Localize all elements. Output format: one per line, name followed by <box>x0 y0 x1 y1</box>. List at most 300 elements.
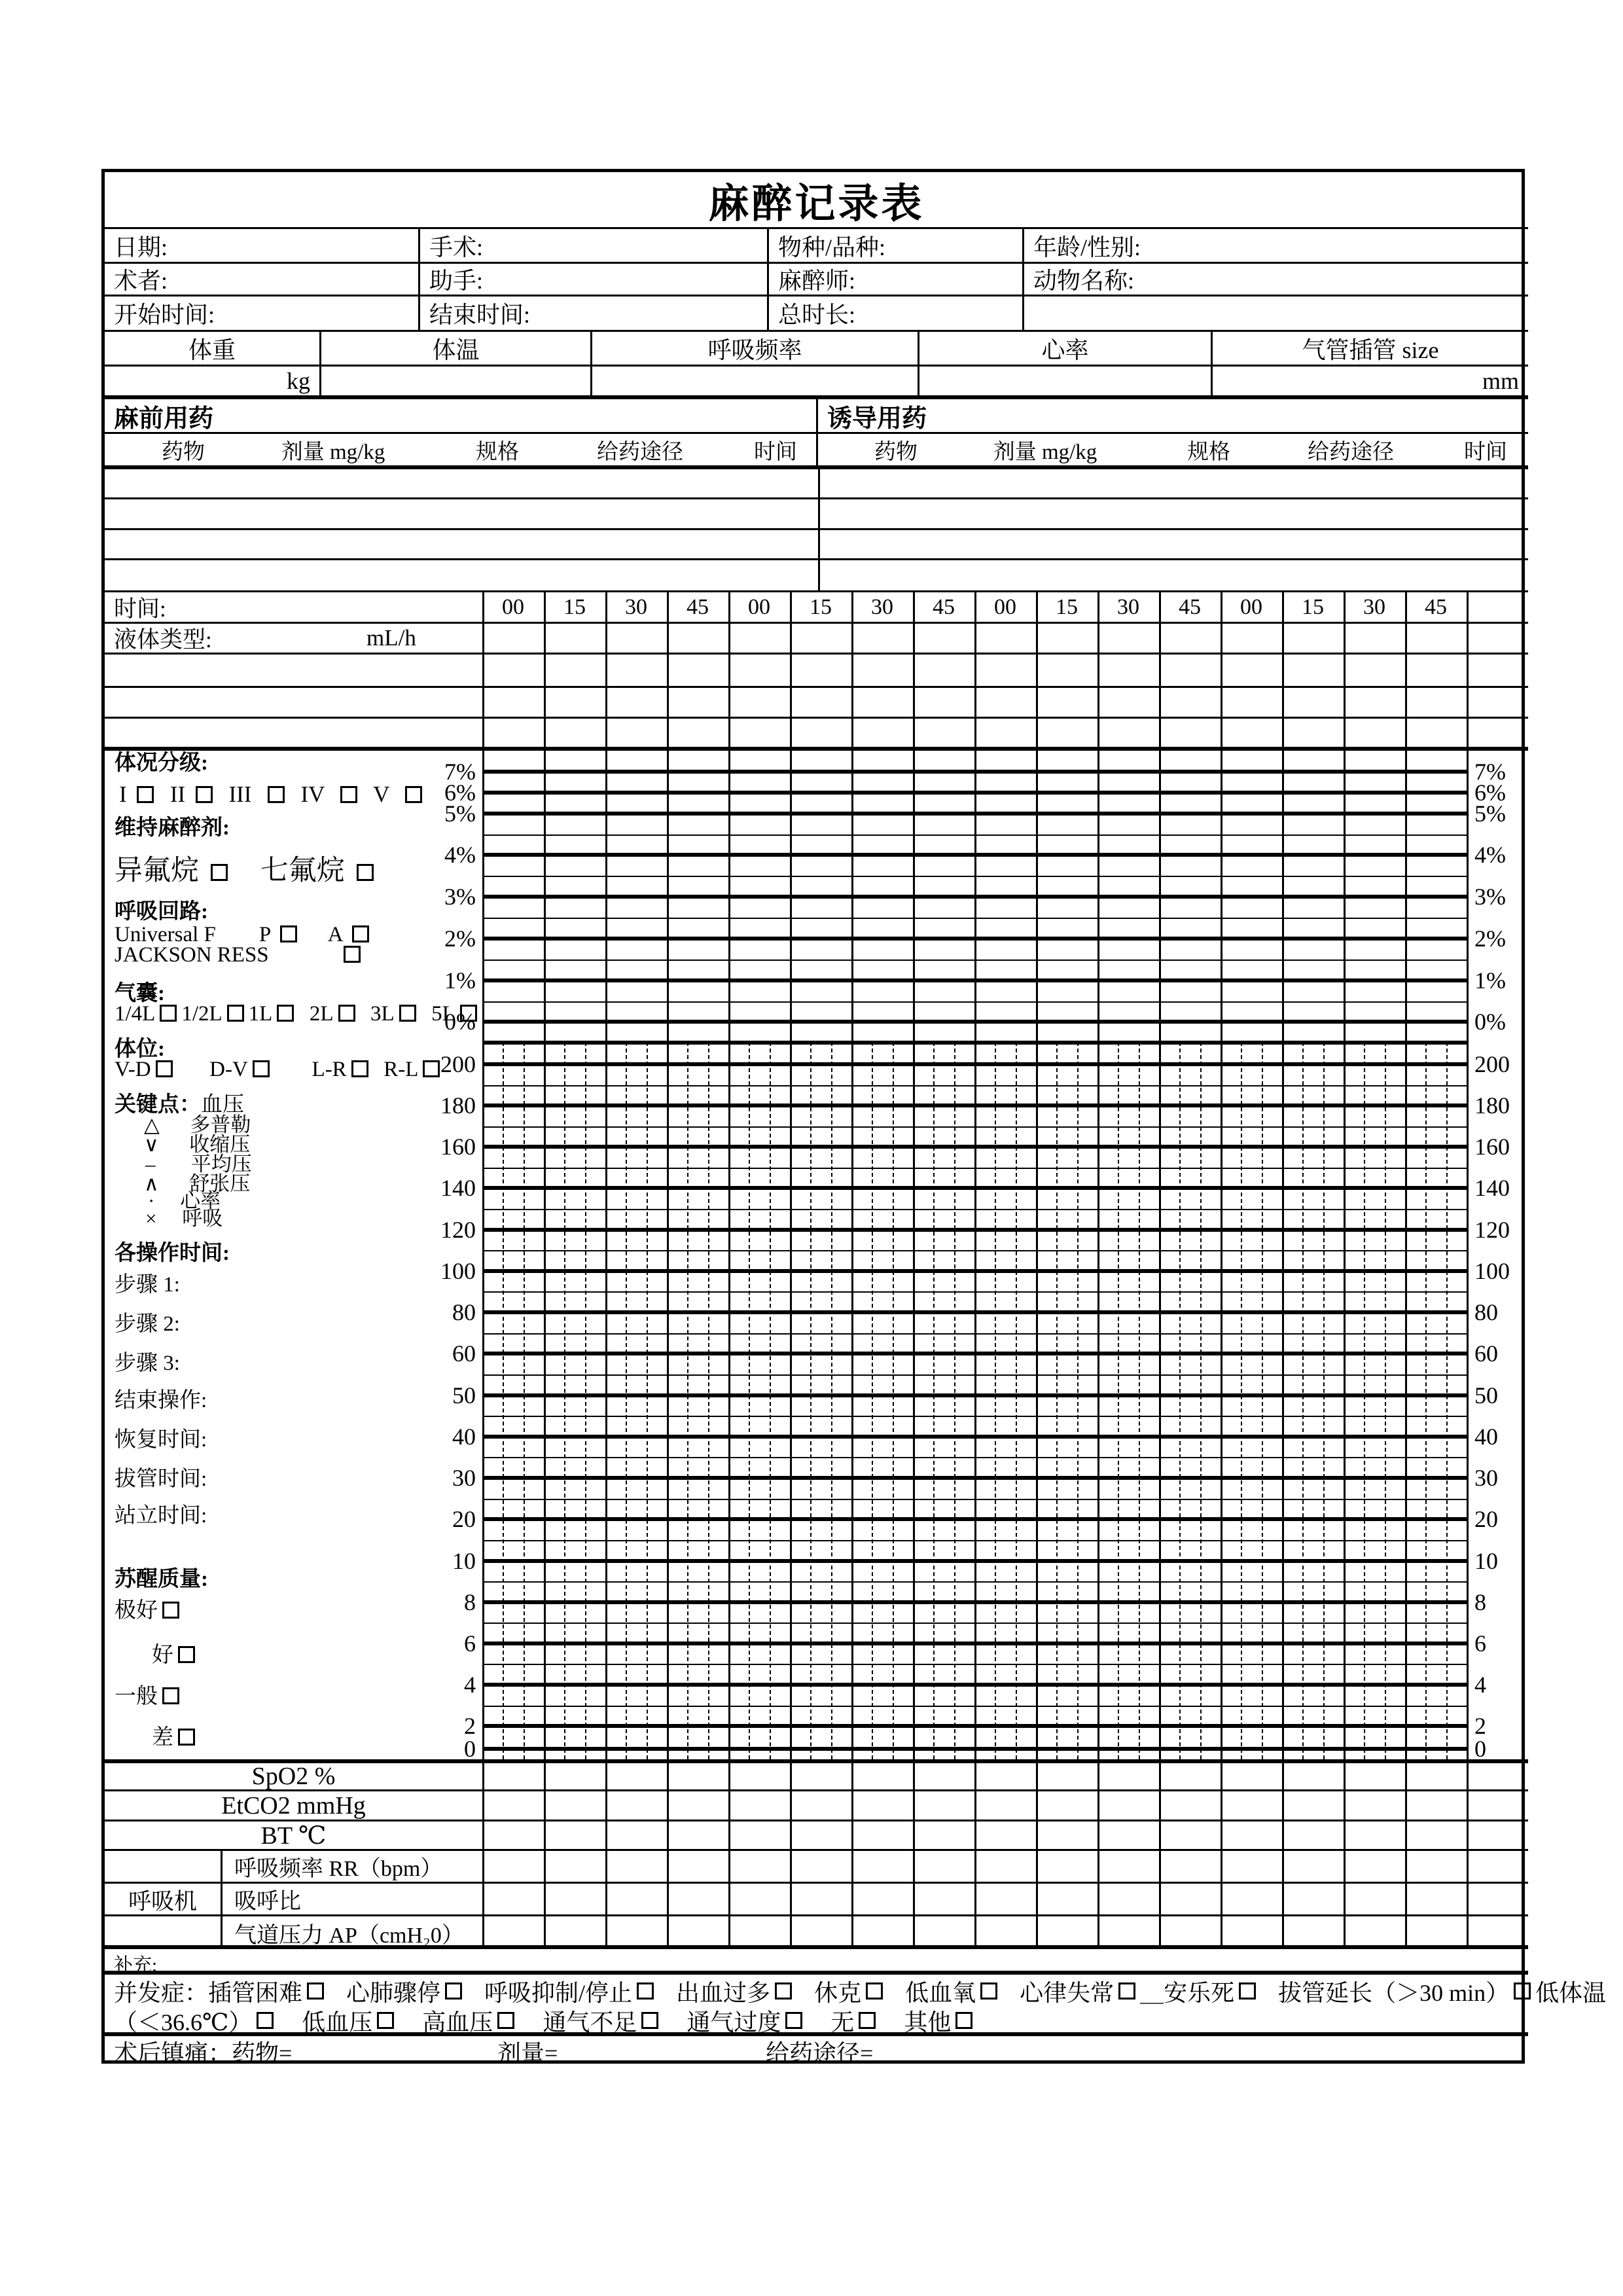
text-segment: 极好 <box>115 1599 158 1623</box>
vital-scale-label: 80 <box>1474 1299 1498 1325</box>
info-row-2 <box>105 264 1528 296</box>
dashed-subdivision-line <box>1200 1042 1202 1759</box>
grid-line-thin <box>482 1623 1469 1624</box>
title-row <box>105 172 1528 229</box>
timeline-row <box>105 592 1528 624</box>
drug-row[interactable] <box>105 530 1528 560</box>
vital-scale-label: 30 <box>452 1465 476 1491</box>
drug-column-header: 药物 <box>162 440 205 464</box>
grid-line-thick <box>482 895 1469 899</box>
text-segment: 体况分级: <box>115 751 208 775</box>
vital-scale-label: 40 <box>1474 1424 1498 1450</box>
vital-scale-label: 60 <box>452 1340 476 1367</box>
spo2-row <box>105 1759 1528 1791</box>
text-segment: 1/4L <box>115 1002 156 1026</box>
text-segment: 恢复时间: <box>115 1428 207 1452</box>
vital-scale-label: 100 <box>1474 1258 1510 1284</box>
fluid-slots[interactable] <box>482 624 1528 653</box>
time-slot: 30 <box>1363 594 1385 619</box>
grid-line-thin <box>482 1333 1469 1335</box>
dashed-subdivision-line <box>647 1042 648 1759</box>
text-segment: 通气过度 <box>663 2009 781 2036</box>
text-segment: D-V <box>177 1058 248 1081</box>
checkbox-icon[interactable] <box>178 1646 195 1663</box>
time-slot <box>1467 592 1528 622</box>
checkbox-icon[interactable] <box>866 1982 883 2000</box>
dashed-subdivision-line <box>1016 1042 1017 1759</box>
checkbox-icon[interactable] <box>1118 1982 1135 2000</box>
weight-value-cell[interactable]: kg <box>105 367 321 395</box>
vital-scale-label: 6 <box>1474 1630 1486 1657</box>
species-field[interactable]: 物种/品种: <box>769 229 1024 262</box>
text-segment: Universal F P <box>115 923 276 946</box>
sidebar-item-quality-fair <box>115 1685 184 1708</box>
dashed-subdivision-line <box>770 1042 771 1759</box>
text-segment: 通气不足 <box>519 2009 637 2036</box>
bt-label: BT ℃ <box>260 1821 327 1850</box>
vital-scale-label: 40 <box>452 1424 476 1450</box>
grid-line-thin <box>482 960 1469 961</box>
checkbox-icon[interactable] <box>445 1982 462 2000</box>
pct-scale-label: 1% <box>444 967 476 994</box>
timeline-slots <box>482 592 1528 622</box>
grid-line-thick <box>482 1600 1469 1604</box>
grid-line-thin <box>482 1168 1469 1169</box>
pct-scale-label: 5% <box>444 800 476 827</box>
grid-line-thick <box>482 1435 1469 1439</box>
text-segment: JACKSON RESS <box>115 943 339 967</box>
drug-row[interactable] <box>105 499 1528 530</box>
text-segment: 各操作时间: <box>115 1242 230 1265</box>
checkbox-icon[interactable] <box>211 864 228 881</box>
hr-value-cell[interactable] <box>919 367 1213 395</box>
sidebar-item-step-1 <box>115 1273 180 1297</box>
vital-scale-label: 160 <box>440 1134 476 1160</box>
text-segment: 出血过多 <box>658 1979 771 2006</box>
text-segment: ∨ 收缩压 <box>144 1133 251 1156</box>
checkbox-icon[interactable] <box>253 1060 270 1077</box>
text-segment: 1/2L <box>181 1002 223 1026</box>
supplement-row[interactable] <box>105 1949 1528 1975</box>
time-slot: 45 <box>1425 594 1447 619</box>
vital-scale-label: 30 <box>1474 1465 1498 1491</box>
pct-vitals-divider <box>482 1041 1469 1045</box>
sidebar-item-condition-grade <box>115 751 208 775</box>
dashed-subdivision-line <box>1323 1042 1325 1759</box>
grid-line-thick <box>482 978 1469 982</box>
grid-line-thin <box>482 918 1469 919</box>
vent-ie-label: 吸呼比 <box>234 1890 301 1914</box>
vital-scale-label: 160 <box>1474 1134 1510 1160</box>
vital-scale-label: 180 <box>440 1092 476 1119</box>
grid-line-thin <box>482 1706 1469 1707</box>
bt-row <box>105 1821 1528 1851</box>
pct-scale-label: 0% <box>1474 1009 1506 1035</box>
text-segment: 站立时间: <box>115 1504 207 1528</box>
text-segment: 步骤 2: <box>115 1312 180 1336</box>
vital-scale-label: 10 <box>452 1548 476 1574</box>
checkbox-icon[interactable] <box>775 1982 792 2000</box>
induction-header: 诱导用药 <box>827 404 927 433</box>
fluid-row <box>105 624 1528 655</box>
text-segment: 步骤 3: <box>115 1352 180 1375</box>
ventilator-block <box>105 1851 1528 1949</box>
pct-scale-label: 4% <box>444 842 476 868</box>
checkbox-icon[interactable] <box>160 1005 177 1022</box>
sidebar-item-quality-poor <box>152 1726 200 1749</box>
time-slot: 45 <box>933 594 955 619</box>
text-segment: III <box>217 781 263 807</box>
drug-column-header: 剂量 mg/kg <box>281 440 385 464</box>
vital-scale-label: 200 <box>440 1051 476 1077</box>
timeline-label: 时间: <box>114 596 166 622</box>
dashed-subdivision-line <box>585 1042 586 1759</box>
vital-scale-label: 50 <box>452 1382 476 1408</box>
pct-scale-label: 0% <box>444 1009 476 1035</box>
dashed-subdivision-line <box>1262 1042 1263 1759</box>
drug-column-header: 规格 <box>1187 440 1230 464</box>
pct-scale-label: 2% <box>1474 925 1506 952</box>
sidebar-item-extubation-time <box>115 1467 207 1491</box>
text-segment: 心律失常 <box>1002 1979 1115 2006</box>
etco2-label: EtCO2 mmHg <box>221 1791 366 1820</box>
vital-scale-label: 80 <box>452 1299 476 1325</box>
checkbox-icon[interactable] <box>980 1982 997 2000</box>
page-title: 麻醉记录表 <box>708 181 925 226</box>
etco2-row <box>105 1791 1528 1821</box>
time-slot: 30 <box>871 594 893 619</box>
grid-line-thin <box>482 1664 1469 1665</box>
drug-column-header: 剂量 mg/kg <box>993 440 1097 464</box>
analgesia-dose-label[interactable]: 剂量= <box>497 2040 558 2066</box>
checkbox-icon[interactable] <box>344 946 361 963</box>
sidebar-item-legend-respiration <box>145 1208 223 1230</box>
vent-ie-cells[interactable] <box>482 1884 1528 1914</box>
anesthesia-record-form <box>101 169 1607 2066</box>
surgery-field[interactable]: 手术: <box>420 229 769 262</box>
complications-block <box>105 1975 1607 2036</box>
time-slot: 15 <box>1302 594 1324 619</box>
hr-header: 心率 <box>919 332 1213 365</box>
checkbox-icon[interactable] <box>156 1060 173 1077</box>
vitals-header-row <box>105 332 1528 367</box>
grid-line-thick <box>482 1310 1469 1314</box>
checkbox-icon[interactable] <box>357 864 374 881</box>
time-slot: 15 <box>563 594 586 619</box>
grid-line-thin <box>482 1457 1469 1458</box>
info-empty-cell <box>1024 296 1528 330</box>
checkbox-icon[interactable] <box>162 1687 179 1704</box>
text-segment: 5L <box>420 1002 455 1026</box>
grid-line-thin <box>482 1126 1469 1128</box>
vital-scale-label: 2 <box>464 1713 476 1739</box>
checkbox-icon[interactable] <box>178 1729 195 1746</box>
dashed-subdivision-line <box>1425 1042 1427 1759</box>
supplement-label: 补充: <box>114 1955 158 1976</box>
vital-scale-label: 0 <box>464 1736 476 1762</box>
drug-columns-row <box>105 434 1528 469</box>
drug-column-header: 给药途径 <box>597 440 683 464</box>
text-segment: · 心率 <box>148 1189 221 1212</box>
sidebar-item-recovery-quality <box>115 1568 208 1591</box>
text-segment: 拔管时间: <box>115 1467 207 1491</box>
sidebar-item-step-3 <box>115 1352 180 1375</box>
checkbox-icon[interactable] <box>352 925 369 942</box>
text-segment: 维持麻醉剂: <box>115 816 230 840</box>
checkbox-icon[interactable] <box>162 1602 179 1619</box>
checkbox-icon[interactable] <box>955 2012 972 2029</box>
vital-scale-label: 60 <box>1474 1340 1498 1367</box>
vital-scale-label: 4 <box>464 1672 476 1698</box>
info-row-3 <box>105 296 1528 332</box>
text-segment: 差 <box>152 1726 173 1749</box>
grid-line-thick <box>482 1103 1469 1107</box>
spo2-label: SpO2 % <box>251 1763 336 1790</box>
grid-row[interactable] <box>105 688 1528 719</box>
sidebar-item-end-operation <box>115 1389 207 1412</box>
vital-scale-label: 20 <box>452 1506 476 1532</box>
dashed-subdivision-line <box>810 1042 812 1759</box>
drug-row[interactable] <box>105 469 1528 499</box>
text-segment: 低血氧 <box>887 1979 976 2006</box>
grid-line-thick <box>482 1393 1469 1397</box>
time-slot: 00 <box>994 594 1016 619</box>
sidebar-item-circuit-jackson <box>115 943 365 967</box>
grid-line-thin <box>482 1416 1469 1417</box>
et-tube-value-cell[interactable]: mm <box>1482 368 1519 394</box>
dashed-subdivision-line <box>564 1042 565 1759</box>
total-duration-field[interactable]: 总时长: <box>769 296 1024 330</box>
text-segment: 拔管延长（＞30 min） <box>1260 1979 1510 2006</box>
rr-header: 呼吸频率 <box>592 332 919 365</box>
sidebar-item-maintenance-anesthetic <box>115 816 230 840</box>
text-segment: 七氟烷 <box>232 855 352 886</box>
dashed-subdivision-line <box>1241 1042 1242 1759</box>
grid-line-thin <box>482 1001 1469 1003</box>
grid-line-thick <box>482 1020 1469 1024</box>
assistant-field[interactable]: 助手: <box>420 264 769 295</box>
text-segment: 1L <box>248 1002 273 1026</box>
spo2-cells[interactable] <box>482 1763 1528 1789</box>
sidebar-item-operation-times <box>115 1242 230 1265</box>
pct-scale-label: 4% <box>1474 842 1506 868</box>
grid-line-thick <box>482 1062 1469 1066</box>
text-segment: 好 <box>152 1643 173 1667</box>
vent-ap-cells[interactable] <box>482 1916 1528 1949</box>
checkbox-icon[interactable] <box>785 2012 802 2029</box>
dashed-subdivision-line <box>1446 1042 1448 1759</box>
vital-scale-label: 100 <box>440 1258 476 1284</box>
med-section-row <box>105 399 1528 434</box>
surgeon-field[interactable]: 术者: <box>105 264 420 295</box>
fluid-type-label: 液体类型: <box>114 627 212 653</box>
vital-scale-label: 20 <box>1474 1506 1498 1532</box>
checkbox-icon[interactable] <box>196 786 213 803</box>
text-segment: II <box>158 781 191 807</box>
start-time-field[interactable]: 开始时间: <box>105 296 420 330</box>
checkbox-icon[interactable] <box>377 2012 394 2029</box>
checkbox-icon[interactable] <box>340 786 357 803</box>
sidebar-item-quality-excellent <box>115 1599 184 1623</box>
vital-scale-label: 120 <box>440 1217 476 1243</box>
grid-line-thick <box>482 1559 1469 1563</box>
checkbox-icon[interactable] <box>859 2012 876 2029</box>
grid-line-thin <box>482 1250 1469 1251</box>
pct-scale-label: 3% <box>444 884 476 910</box>
date-field[interactable]: 日期: <box>105 229 420 262</box>
dashed-subdivision-line <box>687 1042 688 1759</box>
checkbox-icon[interactable] <box>277 1005 294 1022</box>
time-slot: 15 <box>810 594 832 619</box>
text-segment: 低体温 <box>1535 1979 1607 2006</box>
grid-line-thick <box>482 770 1469 774</box>
text-segment: V <box>362 781 401 807</box>
checkbox-icon[interactable] <box>257 2012 274 2029</box>
etco2-cells[interactable] <box>482 1791 1528 1820</box>
vital-scale-label: 8 <box>1474 1589 1486 1615</box>
vital-scale-label: 50 <box>1474 1382 1498 1408</box>
vital-scale-label: 4 <box>1474 1672 1486 1698</box>
grid-line-thick <box>482 853 1469 857</box>
checkbox-icon[interactable] <box>137 786 154 803</box>
text-segment: （＜36.6℃） <box>114 2009 253 2036</box>
text-segment: ∧ 舒张压 <box>144 1172 251 1195</box>
checkbox-icon[interactable] <box>227 1005 244 1022</box>
vital-scale-label: 6 <box>464 1630 476 1657</box>
text-segment: – 平均压 <box>145 1153 252 1175</box>
vent-ap-label: 气道压力 AP（cmH₂0） <box>234 1923 464 1948</box>
grid-row[interactable] <box>105 655 1528 688</box>
text-segment: 休克 <box>796 1979 862 2006</box>
complications-line2 <box>114 2006 977 2035</box>
time-slot: 30 <box>625 594 647 619</box>
dashed-subdivision-line <box>1139 1042 1140 1759</box>
time-slot: 30 <box>1117 594 1139 619</box>
checkbox-icon[interactable] <box>637 1982 654 2000</box>
grid-line-thin <box>482 834 1469 836</box>
grid-line-thin <box>482 1291 1469 1293</box>
vent-rr-cells[interactable] <box>482 1851 1528 1882</box>
pct-scale-label: 6% <box>444 780 476 806</box>
drug-column-header: 时间 <box>754 440 797 464</box>
dashed-subdivision-line <box>933 1042 935 1759</box>
sidebar-item-asa-grades <box>119 782 427 808</box>
text-segment: 并发症：插管困难 <box>114 1979 303 2006</box>
text-segment: 心肺骤停 <box>329 1979 441 2006</box>
dashed-subdivision-line <box>1077 1042 1079 1759</box>
dashed-subdivision-line <box>1364 1042 1365 1759</box>
checkbox-icon[interactable] <box>1239 1982 1256 2000</box>
text-segment: R-L <box>372 1058 419 1081</box>
vital-scale-label: 180 <box>1474 1092 1510 1119</box>
pct-scale-label: 5% <box>1474 800 1506 827</box>
text-segment: 关键点： <box>115 1093 201 1117</box>
grid-line-thick <box>482 1186 1469 1190</box>
end-time-field[interactable]: 结束时间: <box>420 296 769 330</box>
time-slot: 00 <box>1240 594 1262 619</box>
grid-line-thin <box>482 1374 1469 1376</box>
dashed-subdivision-line <box>626 1042 627 1759</box>
drug-columns-right <box>818 434 1528 465</box>
text-segment: A <box>302 923 348 946</box>
text-segment: V-D <box>115 1058 151 1081</box>
text-segment: 步骤 1: <box>115 1273 180 1297</box>
pct-scale-label: 7% <box>1474 759 1506 785</box>
sidebar-item-position-options <box>115 1058 444 1081</box>
text-segment: 低血压 <box>278 2009 373 2036</box>
text-segment: I <box>119 781 133 807</box>
pct-scale-label: 3% <box>1474 884 1506 910</box>
sidebar-item-step-2 <box>115 1312 180 1336</box>
grid-line-thick <box>482 1641 1469 1645</box>
checkbox-icon[interactable] <box>280 925 297 942</box>
complications-line1 <box>114 1976 1606 2006</box>
grid-line-thin <box>482 1209 1469 1210</box>
pct-scale-label: 1% <box>1474 967 1506 994</box>
vital-scale-label: 140 <box>440 1175 476 1201</box>
vent-ap-row <box>105 1916 1528 1949</box>
time-slot: 00 <box>748 594 770 619</box>
vital-scale-label: 200 <box>1474 1051 1510 1077</box>
anesthetist-field[interactable]: 麻醉师: <box>769 264 1024 295</box>
grid-line-thick <box>482 1724 1469 1728</box>
grid-line-thick <box>482 1145 1469 1149</box>
vital-scale-label: 0 <box>1474 1736 1486 1762</box>
checkbox-icon[interactable] <box>307 1982 324 2000</box>
rr-value-cell[interactable] <box>592 367 919 395</box>
text-segment: × 呼吸 <box>145 1207 223 1230</box>
dashed-subdivision-line <box>1118 1042 1119 1759</box>
dashed-subdivision-line <box>1302 1042 1304 1759</box>
drug-column-header: 时间 <box>1464 440 1507 464</box>
age-sex-field[interactable]: 年龄/性别: <box>1033 234 1141 260</box>
dashed-subdivision-line <box>503 1042 504 1759</box>
text-segment: 血压 <box>201 1093 244 1117</box>
vent-ie-row <box>105 1884 1528 1916</box>
grid-line-thin <box>482 1540 1469 1541</box>
text-segment: 异氟烷 <box>115 855 206 886</box>
checkbox-icon[interactable] <box>268 786 285 803</box>
dashed-subdivision-line <box>831 1042 832 1759</box>
grid-line-thick <box>482 1228 1469 1232</box>
drug-row[interactable] <box>105 560 1528 592</box>
text-segment: 呼吸抑制/停止 <box>467 1979 633 2006</box>
grid-line-thick <box>482 1269 1469 1273</box>
drug-column-header: 药物 <box>874 440 918 464</box>
checkbox-icon[interactable] <box>351 1060 368 1077</box>
checkbox-icon[interactable] <box>338 1005 355 1022</box>
checkbox-icon[interactable] <box>497 2012 514 2029</box>
grid-line-thick <box>482 791 1469 795</box>
temp-value-cell[interactable] <box>321 367 592 395</box>
grid-row[interactable] <box>105 719 1528 751</box>
sidebar-item-quality-good <box>152 1643 200 1667</box>
grid-line-thin <box>482 1499 1469 1500</box>
checkbox-icon[interactable] <box>1514 1982 1531 2000</box>
animal-name-field[interactable]: 动物名称: <box>1033 268 1135 294</box>
vital-scale-label: 140 <box>1474 1175 1510 1201</box>
text-segment: 气囊: <box>115 982 165 1005</box>
dashed-subdivision-line <box>995 1042 996 1759</box>
bt-cells[interactable] <box>482 1821 1528 1849</box>
text-segment: 一般 <box>115 1685 158 1708</box>
analgesia-drug-label[interactable]: 术后镇痛：药物= <box>114 2040 293 2066</box>
text-segment: 苏醒质量: <box>115 1568 208 1591</box>
info-row-1 <box>105 229 1528 264</box>
analgesia-route-label[interactable]: 给药途径= <box>766 2040 874 2066</box>
checkbox-icon[interactable] <box>641 2012 658 2029</box>
pct-scale-label: 7% <box>444 759 476 785</box>
